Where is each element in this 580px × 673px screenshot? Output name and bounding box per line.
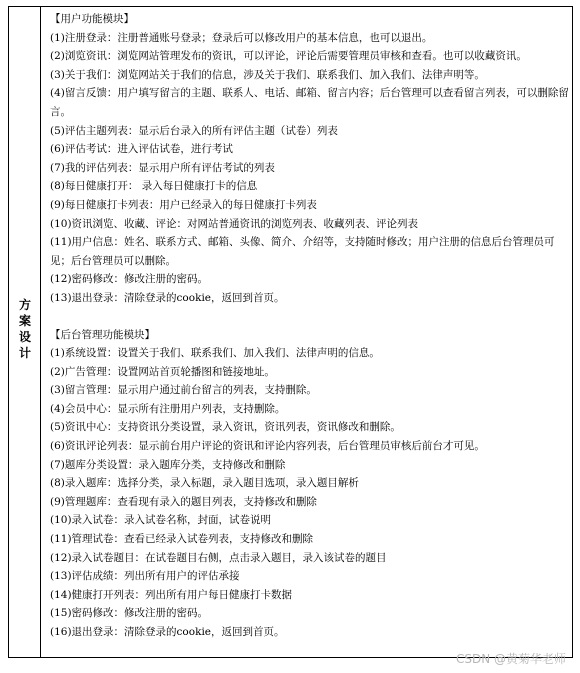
list-item: (7)我的评估列表：显示用户所有评估考试的列表	[50, 161, 275, 174]
side-label-char: 设	[18, 330, 31, 344]
watermark: CSDN @黄菊华老师	[455, 652, 566, 666]
list-item: (15)密码修改：修改注册的密码。	[50, 607, 209, 620]
list-item: (3)留言管理：显示用户通过前台留言的列表，支持删除。	[50, 384, 317, 397]
side-label-cell	[9, 7, 41, 657]
list-item: (10)资讯浏览、收藏、评论：对网站普通资讯的浏览列表、收藏列表、评论列表	[50, 217, 419, 230]
list-item: (4)留言反馈：用户填写留言的主题、联系人、电话、邮箱、留言内容；后台管理可以查看留言列表，可以删除留言。	[50, 87, 569, 118]
list-item: (16)退出登录：清除登录的cookie，返回到首页。	[50, 626, 285, 638]
design-table	[8, 6, 573, 658]
list-item: (12)密码修改：修改注册的密码。	[50, 273, 209, 286]
list-item: (10)录入试卷：录入试卷名称，封面，试卷说明	[50, 514, 272, 527]
list-item: (2)浏览资讯：浏览网站管理发布的资讯，可以评论，评论后需要管理员审核和查看。也可以收藏资讯。	[50, 50, 527, 63]
list-item: (9)管理题库：查看现有录入的题目列表，支持修改和删除	[50, 495, 317, 508]
side-label	[9, 297, 41, 361]
list-item: (12)录入试卷题目：在试卷题目右侧，点击录入题目，录入该试卷的题目	[50, 551, 387, 564]
list-item: (2)广告管理：设置网站首页轮播图和链接地址。	[50, 365, 275, 378]
list-item: (6)资讯评论列表：显示前台用户评论的资讯和评论内容列表，后台管理员审核后前台才可见。	[50, 440, 485, 453]
side-label-char: 案	[18, 314, 31, 328]
list-item: (5)资讯中心：支持资讯分类设置，录入资讯，资讯列表，资讯修改和删除。	[50, 421, 401, 434]
user-section-heading: 【用户功能模块】	[50, 13, 134, 25]
list-item: (13)退出登录：清除登录的cookie，返回到首页。	[50, 291, 285, 304]
list-item: (7)题库分类设置：录入题库分类，支持修改和删除	[50, 458, 286, 471]
list-item: (11)管理试卷：查看已经录入试卷列表，支持修改和删除	[50, 533, 314, 546]
list-item: (1)系统设置：设置关于我们、联系我们、加入我们、法律声明的信息。	[50, 347, 380, 360]
list-item: (1)注册登录：注册普通账号登录；登录后可以修改用户的基本信息，也可以退出。	[50, 31, 433, 44]
admin-section-heading: 【后台管理功能模块】	[50, 328, 155, 341]
list-item: (4)会员中心：显示所有注册用户列表，支持删除。	[50, 402, 286, 415]
list-item: (14)健康打开列表：列出所有用户每日健康打卡数据	[50, 588, 293, 601]
side-label-char: 计	[18, 346, 31, 360]
list-item: (8)录入题库：选择分类，录入标题，录入题目选项，录入题目解析	[50, 477, 359, 490]
list-item: (5)评估主题列表：显示后台录入的所有评估主题（试卷）列表	[50, 124, 338, 137]
list-item: (13)评估成绩：列出所有用户的评估承接	[50, 570, 240, 583]
list-item: (11)用户信息：姓名、联系方式、邮箱、头像、简介、介绍等，支持随时修改；用户注册的信息后台管理员可见；后台管理员可以删除。	[50, 236, 555, 267]
list-item: (3)关于我们：浏览网站关于我们的信息，涉及关于我们、联系我们、加入我们、法律声明等。	[50, 68, 485, 81]
section-gap	[50, 308, 572, 326]
list-item: (9)每日健康打卡列表：用户已经录入的每日健康打卡列表	[50, 198, 317, 211]
side-label-char: 方	[18, 298, 31, 312]
list-item: (6)评估考试：进入评估试卷，进行考试	[50, 143, 233, 156]
content-cell	[50, 10, 572, 642]
list-item: (8)每日健康打开： 录入每日健康打卡的信息	[50, 180, 258, 193]
